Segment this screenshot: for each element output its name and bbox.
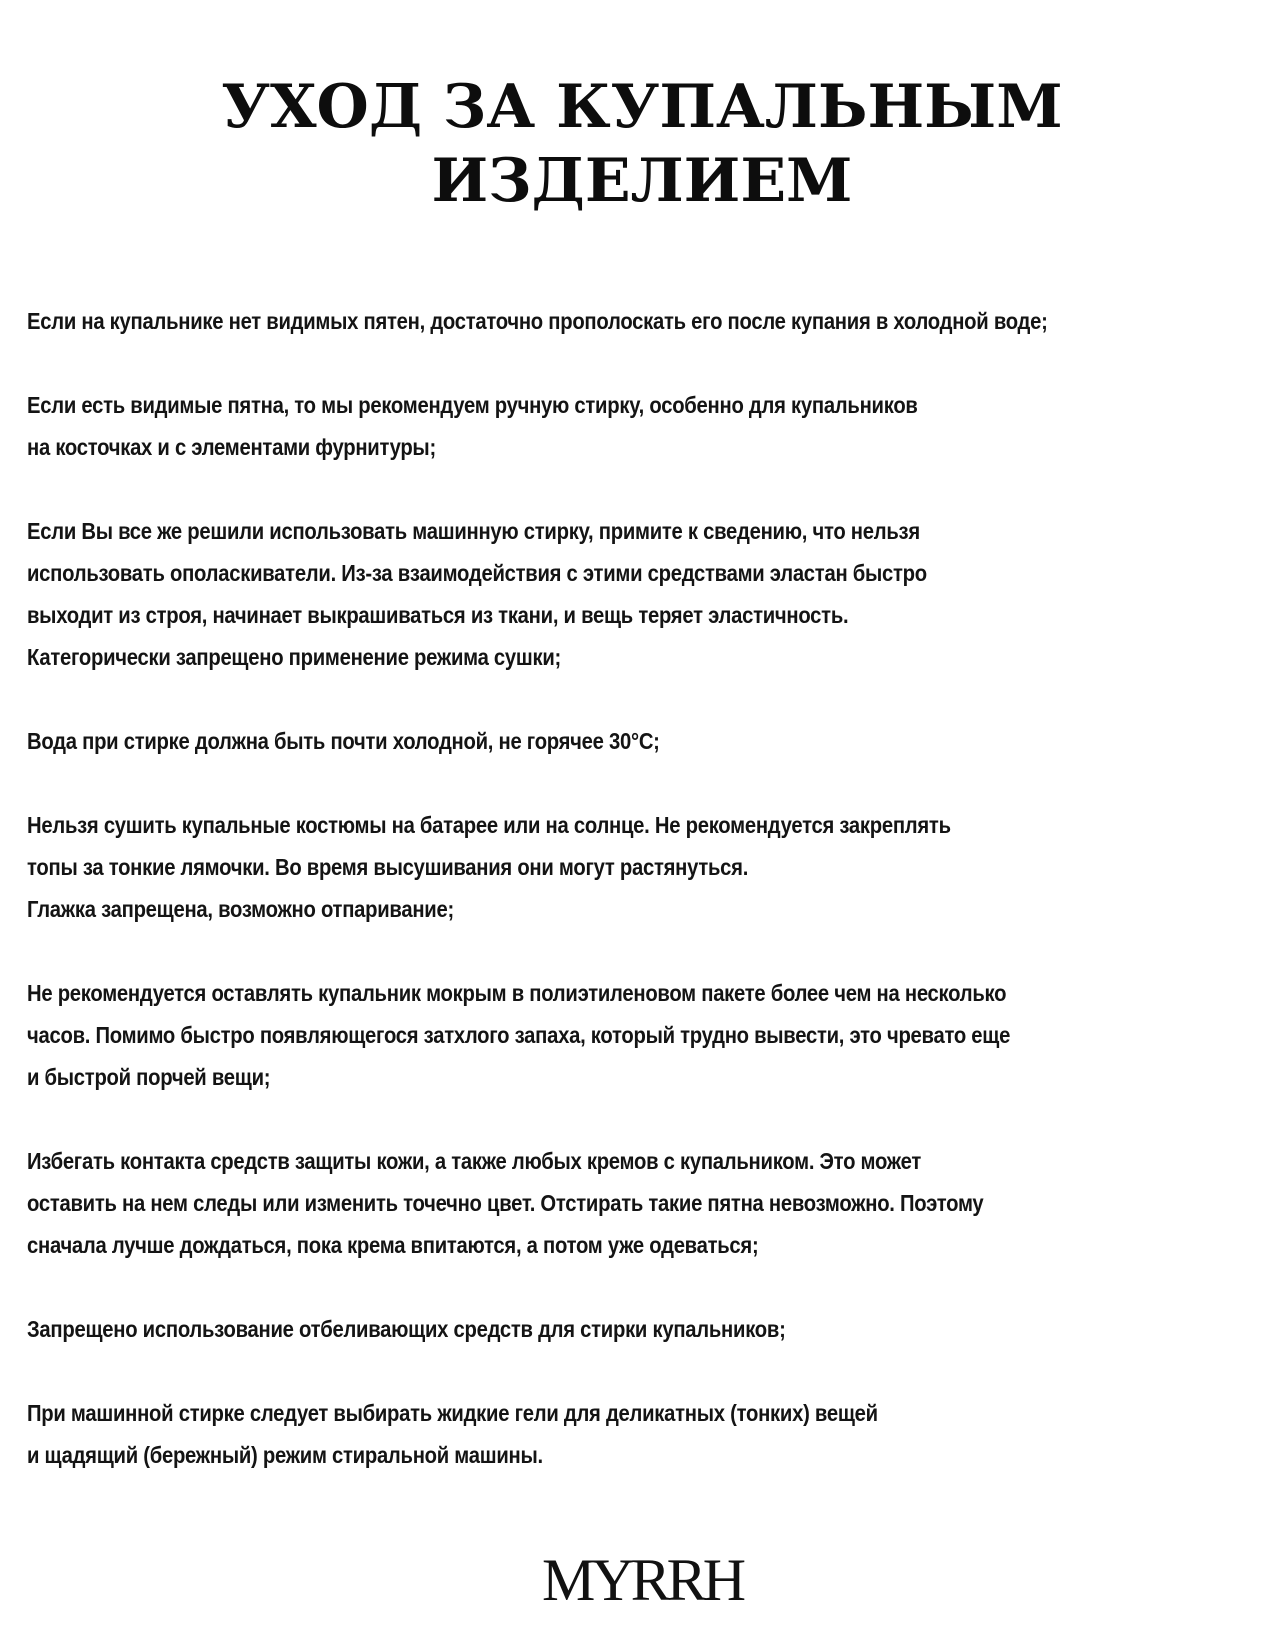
page-title <box>0 70 1284 218</box>
instruction-line: топы за тонкие лямочки. Во время высушивания они могут растянуться. <box>27 854 749 880</box>
instruction-paragraph <box>27 804 1263 930</box>
instruction-paragraph <box>27 972 1263 1098</box>
brand-logo: MYRRH <box>541 1547 743 1613</box>
instruction-line: Если Вы все же решили использовать машинную стирку, примите к сведению, что нельзя <box>27 518 920 544</box>
instruction-line: и быстрой порчей вещи; <box>27 1064 271 1090</box>
instruction-paragraph <box>27 300 1263 342</box>
instruction-paragraph <box>27 384 1263 468</box>
title-line-1: УХОД ЗА КУПАЛЬНЫМ <box>221 72 1063 142</box>
instruction-line: При машинной стирке следует выбирать жидкие гели для деликатных (тонких) вещей <box>27 1400 878 1426</box>
instruction-paragraph <box>27 1308 1263 1350</box>
instruction-line: Если на купальнике нет видимых пятен, достаточно прополоскать его после купания в холодной воде; <box>27 308 1048 334</box>
instruction-paragraph <box>27 720 1263 762</box>
instruction-line: Глажка запрещена, возможно отпаривание; <box>27 896 454 922</box>
instruction-line: Если есть видимые пятна, то мы рекомендуем ручную стирку, особенно для купальников <box>27 392 918 418</box>
instruction-paragraph <box>27 1140 1263 1266</box>
instruction-paragraph <box>27 510 1263 678</box>
instruction-line: выходит из строя, начинает выкрашиваться из ткани, и вещь теряет эластичность. <box>27 602 849 628</box>
instruction-line: Избегать контакта средств защиты кожи, а также любых кремов с купальником. Это может <box>27 1148 921 1174</box>
title-line-2: ИЗДЕЛИЕМ <box>431 146 853 216</box>
instruction-paragraph <box>27 1392 1263 1476</box>
instruction-line: Категорически запрещено применение режима сушки; <box>27 644 562 670</box>
instruction-line: оставить на нем следы или изменить точечно цвет. Отстирать такие пятна невозможно. Поэтому <box>27 1190 984 1216</box>
instruction-line: Нельзя сушить купальные костюмы на батарее или на солнце. Не рекомендуется закреплять <box>27 812 951 838</box>
instruction-line: и щадящий (бережный) режим стиральной машины. <box>27 1442 543 1468</box>
instruction-line: Не рекомендуется оставлять купальник мокрым в полиэтиленовом пакете более чем на несколько <box>27 980 1007 1006</box>
instruction-line: часов. Помимо быстро появляющегося затхлого запаха, который трудно вывести, это чревато еще <box>27 1022 1011 1048</box>
instruction-line: на косточках и с элементами фурнитуры; <box>27 434 436 460</box>
instruction-line: сначала лучше дождаться, пока крема впитаются, а потом уже одеваться; <box>27 1232 759 1258</box>
instruction-line: Запрещено использование отбеливающих средств для стирки купальников; <box>27 1316 786 1342</box>
instructions-list <box>27 300 1263 1518</box>
instruction-line: Вода при стирке должна быть почти холодной, не горячее 30°С; <box>27 728 660 754</box>
instruction-line: использовать ополаскиватели. Из-за взаимодействия с этими средствами эластан быстро <box>27 560 927 586</box>
